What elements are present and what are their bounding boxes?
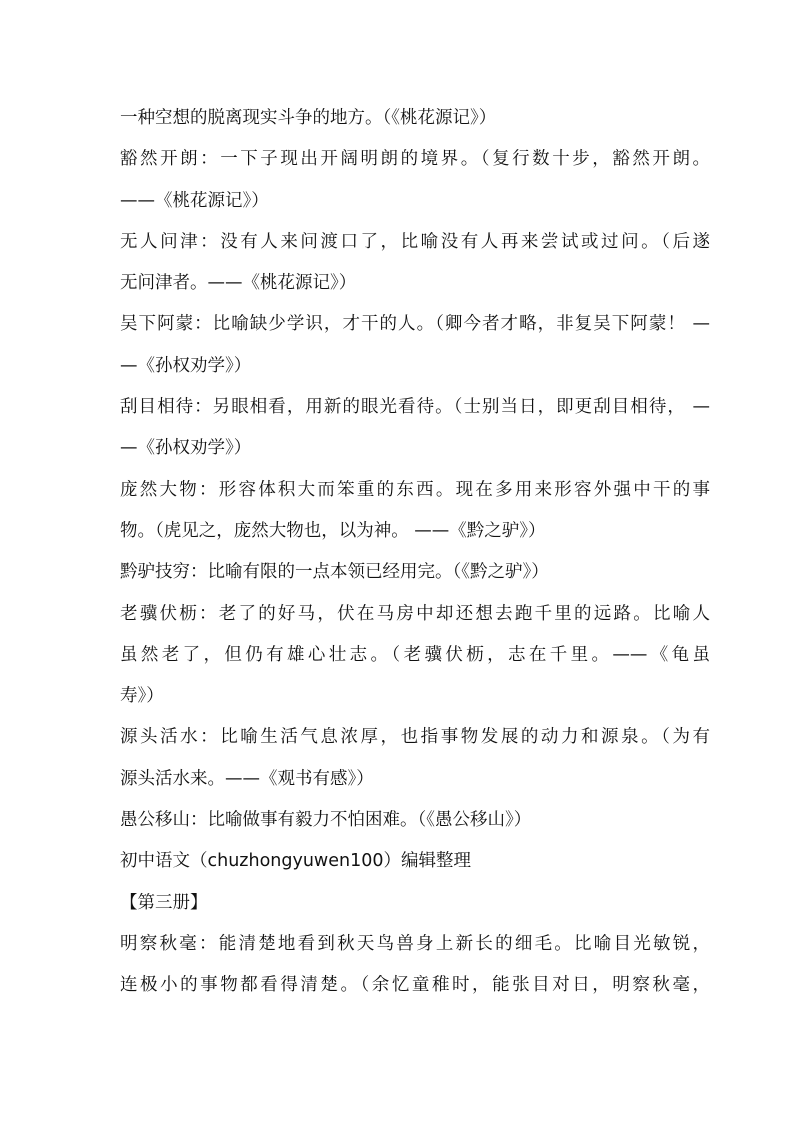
text-line-6: 吴下阿蒙：比喻缺少学识，才干的人。（卿今者才略，非复吴下阿蒙！ — [120, 314, 710, 335]
text-line-1: 一种空想的脱离现实斗争的地方。（《桃花源记》） [120, 108, 497, 128]
text-line-5: 无问津者。——《桃花源记》） [120, 273, 357, 294]
text-line-8: 刮目相待：另眼相看，用新的眼光看待。（士别当日，即更刮目相待， — [120, 397, 710, 418]
text-line-19: 初中语文（chuzhongyuwen100）编辑整理 [120, 851, 472, 872]
text-line-3: ——《桃花源记》） [120, 190, 269, 211]
text-line-10: 庞然大物：形容体积大而笨重的东西。现在多用来形容外强中干的事 [120, 479, 710, 500]
text-line-7: —《孙权劝学》） [120, 355, 252, 376]
text-line-4: 无人问津：没有人来问渡口了，比喻没有人再来尝试或过问。（后遂 [120, 231, 710, 252]
text-line-13: 老骥伏枥：老了的好马，伏在马房中却还想去跑千里的远路。比喻人 [120, 603, 710, 624]
text-line-17: 源头活水来。——《观书有感》） [120, 768, 374, 789]
text-line-15: 寿》） [120, 686, 164, 707]
text-line-22: 连极小的事物都看得清楚。（余忆童稚时，能张目对日，明察秋毫， [120, 975, 710, 996]
text-line-18: 愚公移山：比喻做事有毅力不怕困难。（《愚公移山》） [120, 810, 532, 831]
document-body [120, 104, 710, 1013]
section-heading: 【第三册】 [120, 892, 208, 913]
text-line-9: —《孙权劝学》） [120, 438, 252, 459]
text-line-14: 虽然老了，但仍有雄心壮志。（老骥伏枥，志在千里。——《龟虽 [120, 644, 710, 665]
text-line-11: 物。（虎见之，庞然大物也，以为神。 ——《黔之驴》） [120, 520, 546, 541]
text-line-2: 豁然开朗：一下子现出开阔明朗的境界。（复行数十步，豁然开朗。 [120, 149, 710, 170]
text-line-21: 明察秋毫：能清楚地看到秋天鸟兽身上新长的细毛。比喻目光敏锐， [120, 933, 710, 954]
text-line-12: 黔驴技穷：比喻有限的一点本领已经用完。（《黔之驴》） [120, 562, 549, 583]
text-line-16: 源头活水：比喻生活气息浓厚，也指事物发展的动力和源泉。（为有 [120, 727, 710, 748]
